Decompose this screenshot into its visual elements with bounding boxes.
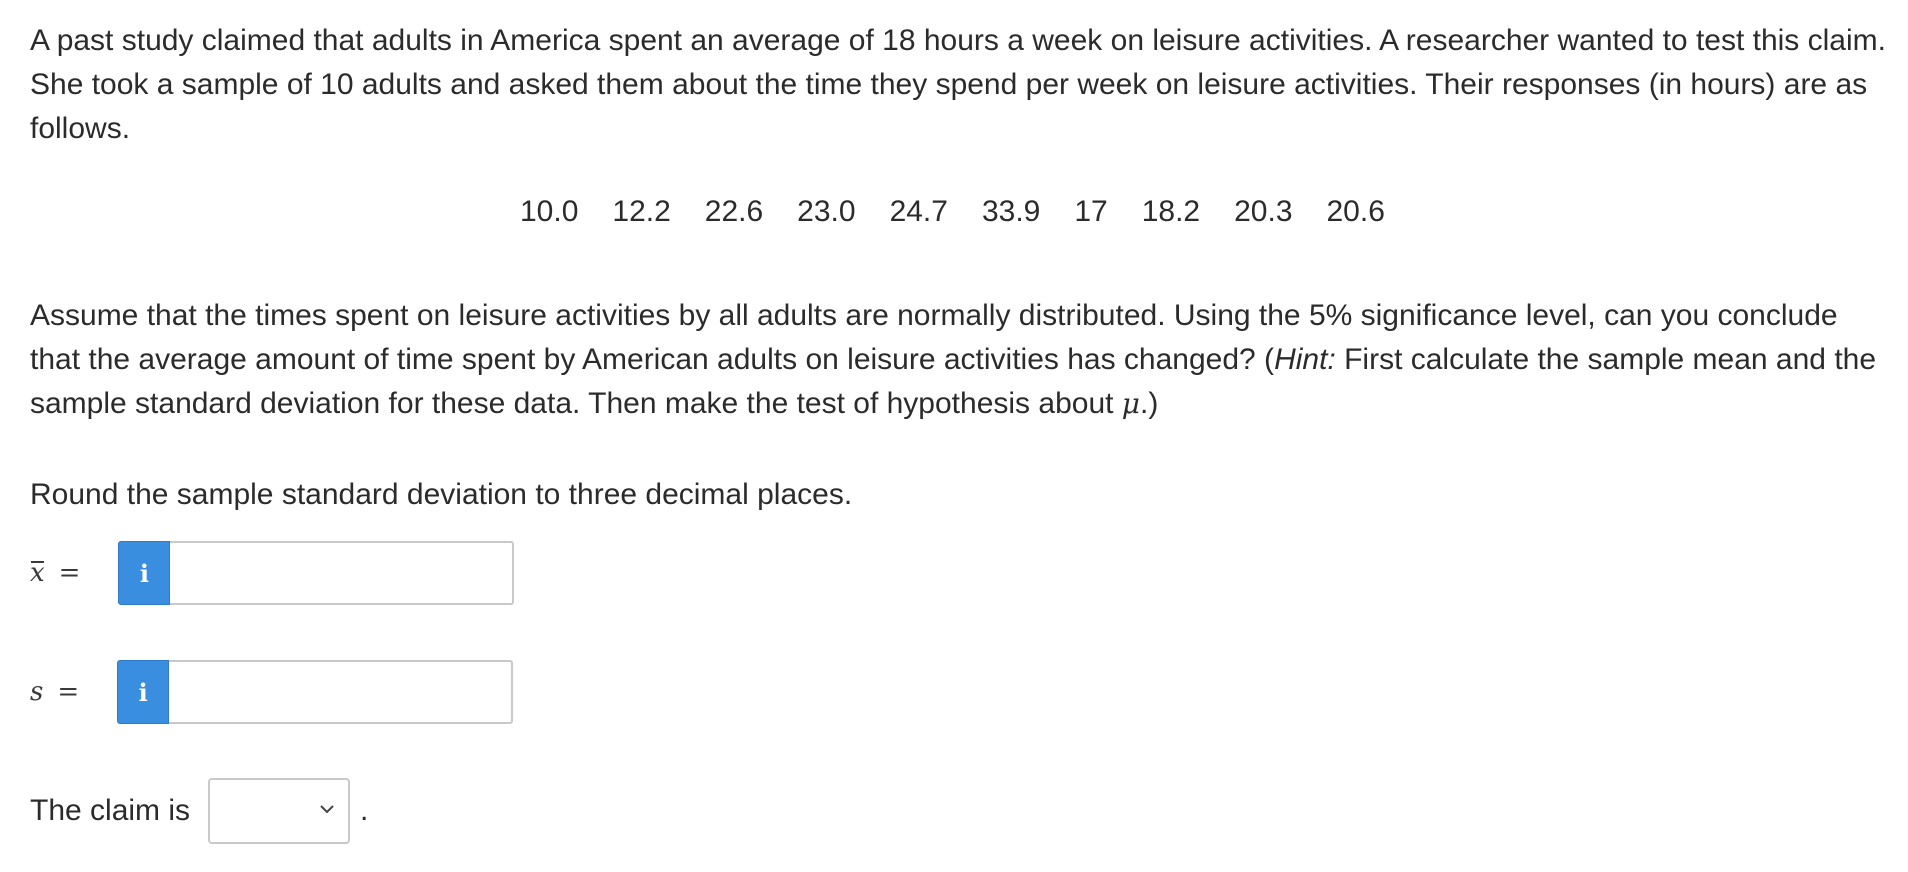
- data-value: 22.6: [704, 195, 764, 228]
- data-value: 10.0: [520, 195, 579, 228]
- data-value: 20.3: [1234, 195, 1293, 228]
- sample-sd-input[interactable]: [169, 660, 513, 724]
- xbar-symbol: x: [30, 558, 45, 588]
- data-value: 20.6: [1326, 195, 1385, 228]
- assumption-text: Assume that the times spent on leisure activities by all adults are normally distributed. Using the 5% significance level, can you conclude that the average amount of time spent by American adults on leisure activities has changed? (: [30, 299, 1838, 376]
- sample-sd-input-group: [117, 660, 513, 724]
- round-instruction: Round the sample standard deviation to three decimal places.: [30, 478, 853, 511]
- data-value: 17: [1074, 195, 1108, 228]
- data-value: 23.0: [797, 195, 856, 228]
- question-assumption: [30, 294, 1890, 426]
- sample-mean-input-group: [118, 541, 514, 605]
- sample-mean-input[interactable]: [170, 541, 514, 605]
- chevron-down-icon: [320, 802, 334, 816]
- data-value: 12.2: [612, 195, 671, 228]
- data-value: 18.2: [1141, 195, 1201, 228]
- period: .: [360, 794, 369, 827]
- mu-symbol: μ: [1121, 387, 1140, 420]
- s-symbol: s: [30, 677, 44, 707]
- sample-mean-row: [30, 540, 514, 606]
- claim-select[interactable]: [208, 778, 350, 844]
- equals-sign: =: [58, 558, 81, 588]
- assumption-end: .): [1140, 387, 1159, 420]
- assumption-hint-text: First calculate the sample mean and the sample standard deviation for these data. Then make the test of hypothesis about: [30, 343, 1877, 420]
- claim-row: [30, 778, 368, 844]
- hint-label: Hint:: [1274, 343, 1336, 376]
- data-value: 33.9: [981, 195, 1041, 228]
- sample-sd-row: [30, 659, 513, 725]
- question-intro: A past study claimed that adults in America spent an average of 18 hours a week on leisure activities. A researcher wanted to test this claim. She took a sample of 10 adults and asked them about the time they spend per week on leisure activities. Their responses (in hours) are as follows.: [30, 24, 1886, 145]
- info-icon[interactable]: i: [118, 541, 170, 605]
- info-icon[interactable]: i: [117, 660, 169, 724]
- data-values-row: [520, 190, 1385, 234]
- claim-label: The claim is: [30, 794, 191, 827]
- data-value: 24.7: [889, 195, 948, 228]
- equals-sign: =: [57, 677, 80, 707]
